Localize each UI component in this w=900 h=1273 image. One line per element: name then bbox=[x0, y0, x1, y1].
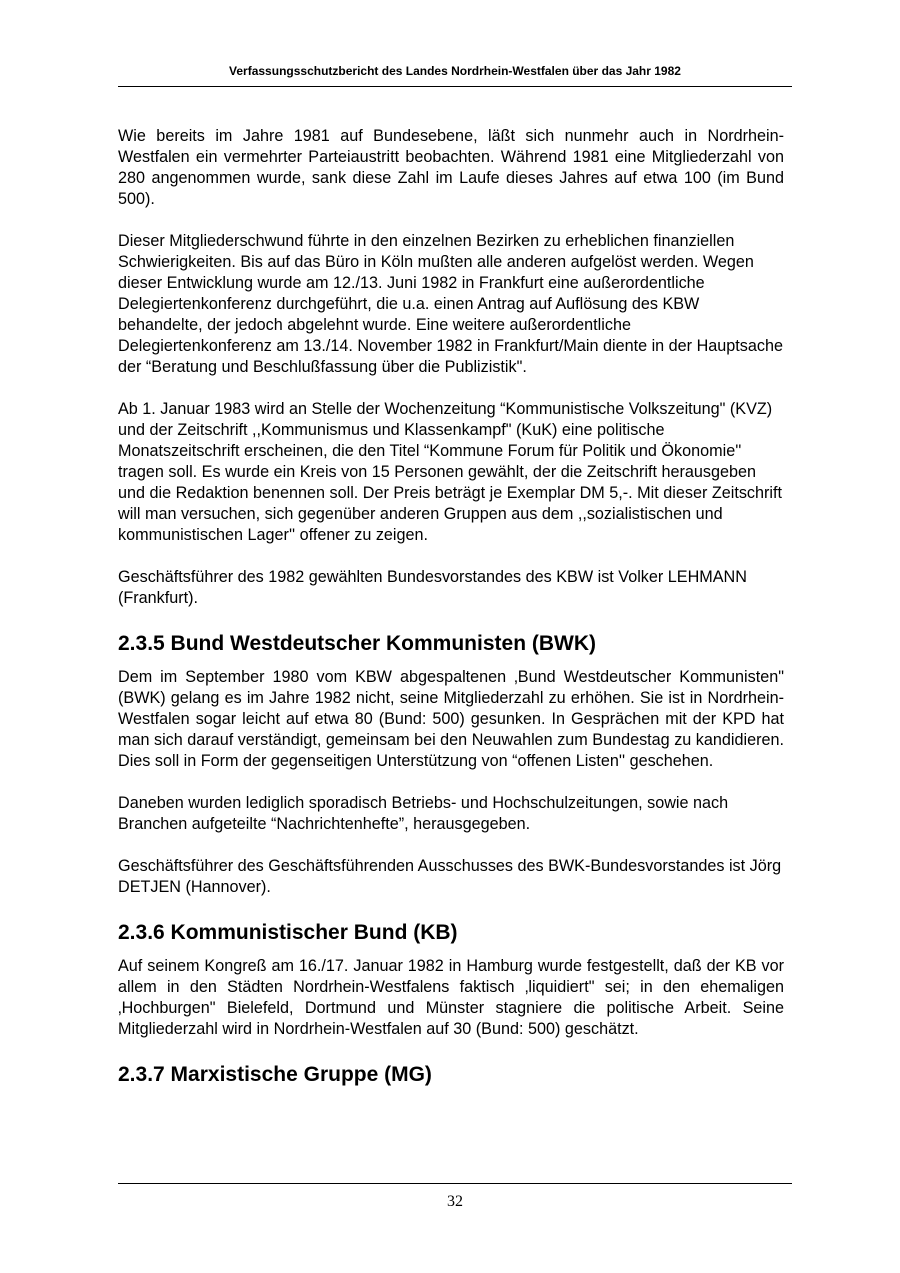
paragraph-kb-congress: Auf seinem Kongreß am 16./17. Januar 1982 in Hamburg wurde festgestellt, daß der KB vor allem in den Städten Nordrhein-Westfalens faktisch ‚liquidiert" sei; in den ehemaligen ‚Hochburgen" Bielefeld, Dortmund und Münster stagniere die politische Arbeit. Seine Mitgliederzahl wird in Nordrhein-Westfalen auf 30 (Bund: 500) geschätzt. bbox=[118, 957, 784, 1038]
paragraph-kbw-manager: Geschäftsführer des 1982 gewählten Bundesvorstandes des KBW ist Volker LEHMANN (Frankfurt). bbox=[118, 568, 747, 607]
page-number: 32 bbox=[447, 1193, 463, 1210]
page-content bbox=[118, 126, 784, 1098]
running-header: Verfassungsschutzbericht des Landes Nordrhein-Westfalen über das Jahr 1982 bbox=[229, 64, 681, 78]
paragraph-bwk-manager: Geschäftsführer des Geschäftsführenden Ausschusses des BWK-Bundesvorstandes ist Jörg DETJEN (Hannover). bbox=[118, 857, 782, 896]
paragraph-new-magazine: Ab 1. Januar 1983 wird an Stelle der Wochenzeitung “Kommunistische Volkszeitung" (KVZ) und der Zeitschrift ,,Kommunismus und Klassenkampf" (KuK) eine politische Monatszeitschrift erscheinen, die den Titel “Kommune Forum für Politik und Ökonomie'' tragen soll. Es wurde ein Kreis von 15 Personen gewählt, der die Zeitschrift herausgeben und die Redaktion benennen soll. Der Preis beträgt je Exemplar DM 5,-. Mit dieser Zeitschrift will man versuchen, sich gegenüber anderen Gruppen aus dem ,,sozialistischen und kommunistischen Lager'' offener zu zeigen. bbox=[118, 400, 782, 544]
paragraph-membership-decline: Wie bereits im Jahre 1981 auf Bundesebene, läßt sich nunmehr auch in Nordrhein-Westfalen ein vermehrter Parteiaustritt beobachten. Während 1981 eine Mitgliederzahl von 280 angenommen wurde, sank diese Zahl im Laufe dieses Jahres auf etwa 100 (im Bund 500). bbox=[118, 127, 784, 208]
paragraph-financial-difficulties: Dieser Mitgliederschwund führte in den einzelnen Bezirken zu erheblichen finanziellen Schwierigkeiten. Bis auf das Büro in Köln mußten alle anderen aufgelöst werden. Wegen dieser Entwicklung wurde am 12./13. Juni 1982 in Frankfurt eine außerordentliche Delegiertenkonferenz durchgeführt, die u.a. einen Antrag auf Auflösung des KBW behandelte, der jedoch abgelehnt wurde. Eine weitere außerordentliche Delegiertenkonferenz am 13./14. November 1982 in Frankfurt/Main diente in der Hauptsache der “Beratung und Beschlußfassung über die Publizistik". bbox=[118, 232, 783, 376]
footer-rule bbox=[118, 1183, 792, 1184]
section-heading-kb: 2.3.6 Kommunistischer Bund (KB) bbox=[118, 921, 458, 944]
paragraph-bwk-publications: Daneben wurden lediglich sporadisch Betriebs- und Hochschulzeitungen, sowie nach Branchen aufgeteilte “Nachrichtenhefte”, herausgegeben. bbox=[118, 794, 729, 833]
header-rule bbox=[118, 86, 792, 87]
section-heading-mg: 2.3.7 Marxistische Gruppe (MG) bbox=[118, 1063, 432, 1086]
paragraph-bwk-membership: Dem im September 1980 vom KBW abgespaltenen ‚Bund Westdeutscher Kommunisten" (BWK) gelang es im Jahre 1982 nicht, seine Mitgliederzahl zu erhöhen. Sie ist in Nordrhein-Westfalen sogar leicht auf etwa 80 (Bund: 500) gesunken. In Gesprächen mit der KPD hat man sich darauf verständigt, gemeinsam bei den Neuwahlen zum Bundestag zu kandidieren. Dies soll in Form der gegenseitigen Unterstützung von “offenen Listen'' geschehen. bbox=[118, 668, 784, 770]
section-heading-bwk: 2.3.5 Bund Westdeutscher Kommunisten (BWK) bbox=[118, 632, 596, 655]
